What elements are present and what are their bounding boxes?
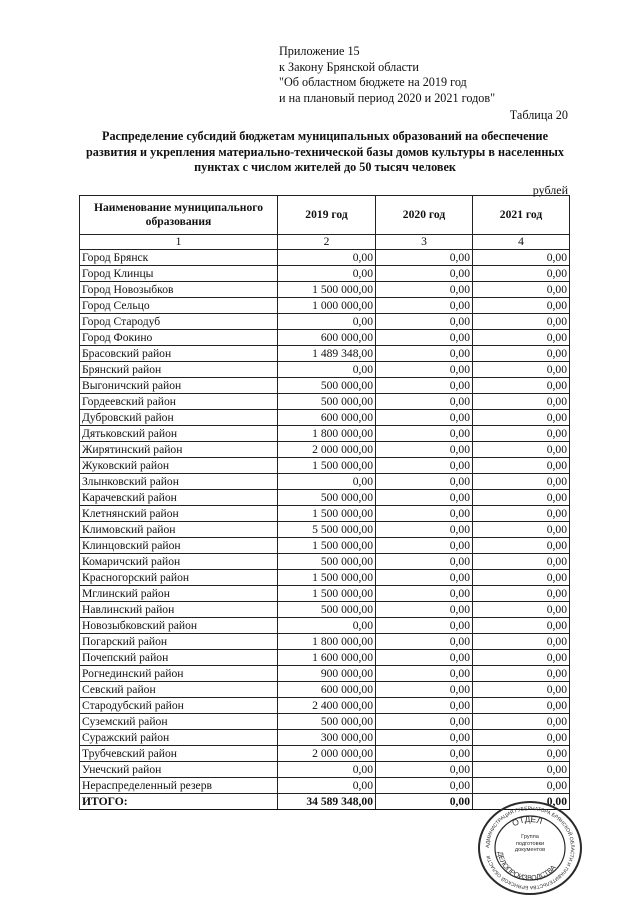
row-2021: 0,00 [473,682,570,698]
row-name: Почепский район [80,650,278,666]
row-2021: 0,00 [473,250,570,266]
row-2020: 0,00 [376,394,473,410]
table-row [80,586,570,602]
row-2020: 0,00 [376,762,473,778]
row-2019: 5 500 000,00 [278,522,376,538]
row-2020: 0,00 [376,602,473,618]
table-row [80,266,570,282]
row-name: Дубровский район [80,410,278,426]
row-name: Рогнединский район [80,666,278,682]
row-2021: 0,00 [473,378,570,394]
row-name: Красногорский район [80,570,278,586]
row-name: Унечский район [80,762,278,778]
row-2021: 0,00 [473,330,570,346]
row-2019: 1 500 000,00 [278,586,376,602]
row-2021: 0,00 [473,586,570,602]
table-row [80,410,570,426]
row-2021: 0,00 [473,618,570,634]
total-2020: 0,00 [376,794,473,810]
row-2020: 0,00 [376,634,473,650]
row-2020: 0,00 [376,330,473,346]
column-header-2021: 2021 год [473,196,570,235]
row-2021: 0,00 [473,602,570,618]
row-name: Карачевский район [80,490,278,506]
column-number: 1 [80,235,278,250]
row-2020: 0,00 [376,682,473,698]
row-name: Город Брянск [80,250,278,266]
row-name: Севский район [80,682,278,698]
table-row [80,570,570,586]
appendix-line-1: Приложение 15 [279,44,360,58]
units-label: рублей [532,183,568,197]
stamp-ring-textpath: АДМИНИСТРАЦИЯ ГУБЕРНАТОРА БРЯНСКОЙ ОБЛАСТИ И ПРАВИТЕЛЬСТВА БРЯНСКОЙ ОБЛАСТИ [484,805,576,891]
row-name: Комаричский район [80,554,278,570]
table-row [80,298,570,314]
row-2020: 0,00 [376,698,473,714]
row-2019: 1 500 000,00 [278,570,376,586]
column-number: 3 [376,235,473,250]
table-row [80,730,570,746]
row-name: Нераспределенный резерв [80,778,278,794]
row-2020: 0,00 [376,426,473,442]
column-number: 2 [278,235,376,250]
table-number: Таблица 20 [509,108,568,122]
row-name: Злынковский район [80,474,278,490]
table-row [80,378,570,394]
table-row [80,458,570,474]
row-2019: 1 489 348,00 [278,346,376,362]
row-2021: 0,00 [473,522,570,538]
row-2020: 0,00 [376,282,473,298]
row-2021: 0,00 [473,554,570,570]
row-2021: 0,00 [473,698,570,714]
row-name: Стародубский район [80,698,278,714]
column-header-2020: 2020 год [376,196,473,235]
row-name: Брасовский район [80,346,278,362]
table-row [80,602,570,618]
row-2021: 0,00 [473,506,570,522]
row-2020: 0,00 [376,618,473,634]
row-2020: 0,00 [376,538,473,554]
row-2019: 500 000,00 [278,394,376,410]
appendix-line-4: и на плановый период 2020 и 2021 годов" [279,90,496,105]
row-2020: 0,00 [376,410,473,426]
table-header-row [80,196,570,235]
row-2021: 0,00 [473,346,570,362]
row-2019: 600 000,00 [278,682,376,698]
row-2021: 0,00 [473,746,570,762]
row-2019: 1 800 000,00 [278,634,376,650]
row-2019: 0,00 [278,762,376,778]
row-2020: 0,00 [376,554,473,570]
stamp-dept-bottom-textpath: ДЕЛОПРОИЗВОДСТВА [495,851,558,883]
row-2019: 900 000,00 [278,666,376,682]
row-2019: 2 000 000,00 [278,746,376,762]
table-row [80,250,570,266]
row-2021: 0,00 [473,394,570,410]
row-2021: 0,00 [473,442,570,458]
row-2020: 0,00 [376,666,473,682]
row-2020: 0,00 [376,714,473,730]
total-label: ИТОГО: [80,794,278,810]
row-name: Брянский район [80,362,278,378]
row-2020: 0,00 [376,266,473,282]
table-row [80,634,570,650]
row-2021: 0,00 [473,458,570,474]
row-2020: 0,00 [376,730,473,746]
row-name: Клинцовский район [80,538,278,554]
row-name: Суземский район [80,714,278,730]
row-2019: 500 000,00 [278,490,376,506]
row-2021: 0,00 [473,314,570,330]
row-2021: 0,00 [473,282,570,298]
row-name: Жирятинский район [80,442,278,458]
table-row [80,666,570,682]
row-name: Суражский район [80,730,278,746]
row-2021: 0,00 [473,730,570,746]
table-row [80,426,570,442]
row-2020: 0,00 [376,650,473,666]
row-2019: 0,00 [278,250,376,266]
row-name: Дятьковский район [80,426,278,442]
row-2019: 1 500 000,00 [278,282,376,298]
row-2020: 0,00 [376,570,473,586]
table-row [80,746,570,762]
column-header-name: Наименование муниципального образования [80,196,278,235]
row-2019: 300 000,00 [278,730,376,746]
row-2019: 600 000,00 [278,410,376,426]
table-row [80,538,570,554]
row-2020: 0,00 [376,746,473,762]
row-2019: 0,00 [278,474,376,490]
row-name: Жуковский район [80,458,278,474]
table-body [80,250,570,794]
row-2021: 0,00 [473,666,570,682]
row-2020: 0,00 [376,314,473,330]
row-2020: 0,00 [376,458,473,474]
row-name: Мглинский район [80,586,278,602]
table-row [80,346,570,362]
column-header-2019: 2019 год [278,196,376,235]
row-2021: 0,00 [473,634,570,650]
subsidy-table [79,195,570,810]
row-2020: 0,00 [376,442,473,458]
column-number-row [80,235,570,250]
row-name: Климовский район [80,522,278,538]
row-2019: 2 400 000,00 [278,698,376,714]
row-2019: 600 000,00 [278,330,376,346]
row-2019: 1 000 000,00 [278,298,376,314]
row-name: Город Клинцы [80,266,278,282]
table-row [80,506,570,522]
row-name: Гордеевский район [80,394,278,410]
row-2021: 0,00 [473,650,570,666]
row-name: Город Стародуб [80,314,278,330]
row-2019: 2 000 000,00 [278,442,376,458]
row-2019: 1 800 000,00 [278,426,376,442]
row-2019: 500 000,00 [278,602,376,618]
row-2020: 0,00 [376,250,473,266]
table-row [80,474,570,490]
row-name: Клетнянский район [80,506,278,522]
row-2019: 0,00 [278,778,376,794]
row-name: Город Сельцо [80,298,278,314]
row-name: Трубчевский район [80,746,278,762]
row-name: Город Фокино [80,330,278,346]
table-row [80,618,570,634]
table-row [80,698,570,714]
row-2020: 0,00 [376,378,473,394]
row-2019: 0,00 [278,314,376,330]
row-name: Город Новозыбков [80,282,278,298]
row-2021: 0,00 [473,570,570,586]
table-row [80,650,570,666]
row-2021: 0,00 [473,362,570,378]
document-title: Распределение субсидий бюджетам муниципальных образований на обеспечение развития и укрепления материально-технической базы домов культуры в населенных пунктах с числом жителей до 50 тысяч человек [86,129,564,174]
appendix-line-2: к Закону Брянской области [279,59,419,74]
stamp-center-text: Группа подготовки документов [514,834,546,853]
row-2020: 0,00 [376,346,473,362]
row-2020: 0,00 [376,490,473,506]
table-row [80,762,570,778]
row-2019: 0,00 [278,618,376,634]
row-2020: 0,00 [376,586,473,602]
row-name: Навлинский район [80,602,278,618]
table-row [80,394,570,410]
row-2021: 0,00 [473,714,570,730]
table-row [80,778,570,794]
table-row [80,554,570,570]
row-2019: 0,00 [278,362,376,378]
row-2019: 1 500 000,00 [278,538,376,554]
row-2021: 0,00 [473,298,570,314]
row-2021: 0,00 [473,778,570,794]
table-row [80,282,570,298]
row-2019: 0,00 [278,266,376,282]
column-number: 4 [473,235,570,250]
row-2021: 0,00 [473,538,570,554]
stamp-center [508,834,552,864]
row-name: Новозыбковский район [80,618,278,634]
row-2019: 500 000,00 [278,378,376,394]
row-2021: 0,00 [473,410,570,426]
row-2021: 0,00 [473,490,570,506]
stamp-dept-top-textpath: ОТДЕЛ [510,813,544,829]
total-2019: 34 589 348,00 [278,794,376,810]
table-row [80,490,570,506]
row-2019: 1 600 000,00 [278,650,376,666]
row-name: Погарский район [80,634,278,650]
row-2020: 0,00 [376,522,473,538]
row-2020: 0,00 [376,362,473,378]
table-row [80,714,570,730]
row-2019: 500 000,00 [278,714,376,730]
row-2020: 0,00 [376,298,473,314]
appendix-header [279,44,495,106]
row-2019: 500 000,00 [278,554,376,570]
stamp-dept-top [510,814,543,828]
table-row [80,682,570,698]
row-2019: 1 500 000,00 [278,506,376,522]
table-row [80,362,570,378]
row-2019: 1 500 000,00 [278,458,376,474]
row-2020: 0,00 [376,474,473,490]
table-row [80,442,570,458]
table-row [80,330,570,346]
total-2021: 0,00 [473,794,570,810]
row-2021: 0,00 [473,474,570,490]
table-row [80,314,570,330]
row-2021: 0,00 [473,266,570,282]
appendix-line-3: "Об областном бюджете на 2019 год [279,75,467,89]
table-row [80,522,570,538]
row-2020: 0,00 [376,778,473,794]
row-2021: 0,00 [473,426,570,442]
row-2020: 0,00 [376,506,473,522]
row-2021: 0,00 [473,762,570,778]
row-name: Выгоничский район [80,378,278,394]
department-stamp [476,800,584,896]
